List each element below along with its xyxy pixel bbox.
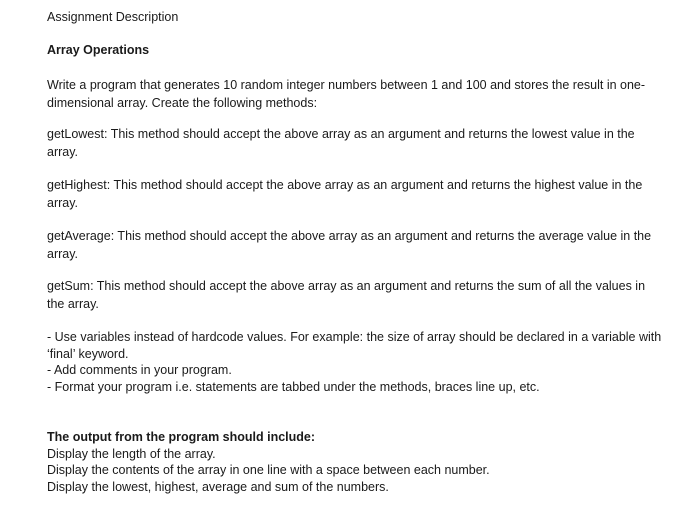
output-item: Display the lowest, highest, average and sum of the numbers. [47,480,389,494]
method-gethighest-line: array. [47,196,79,210]
requirement-line: - Format your program i.e. statements are tabbed under the methods, braces line up, etc. [47,380,540,394]
method-getaverage-line: array. [47,247,79,261]
method-gethighest-line: getHighest: This method should accept the above array as an argument and returns the highest value in the [47,178,643,192]
intro-line: dimensional array. Create the following methods: [47,96,318,110]
intro-line: Write a program that generates 10 random integer numbers between 1 and 100 and stores the result in one- [47,78,646,92]
document-header: Assignment Description [47,10,179,24]
output-item: Display the contents of the array in one line with a space between each number. [47,463,490,477]
requirement-line: - Use variables instead of hardcode values. For example: the size of array should be declared in a variable with [47,330,662,344]
method-getlowest-line: array. [47,145,79,159]
requirement-line: ‘final’ keyword. [47,347,129,361]
document-title: Array Operations [47,43,150,57]
requirement-line: - Add comments in your program. [47,363,232,377]
output-item: Display the length of the array. [47,447,216,461]
output-heading: The output from the program should include: [47,430,316,444]
method-getsum-line: the array. [47,297,99,311]
method-getaverage-line: getAverage: This method should accept the above array as an argument and returns the average value in the [47,229,652,243]
method-getsum-line: getSum: This method should accept the above array as an argument and returns the sum of all the values in [47,279,646,293]
method-getlowest-line: getLowest: This method should accept the above array as an argument and returns the lowest value in the [47,127,635,141]
